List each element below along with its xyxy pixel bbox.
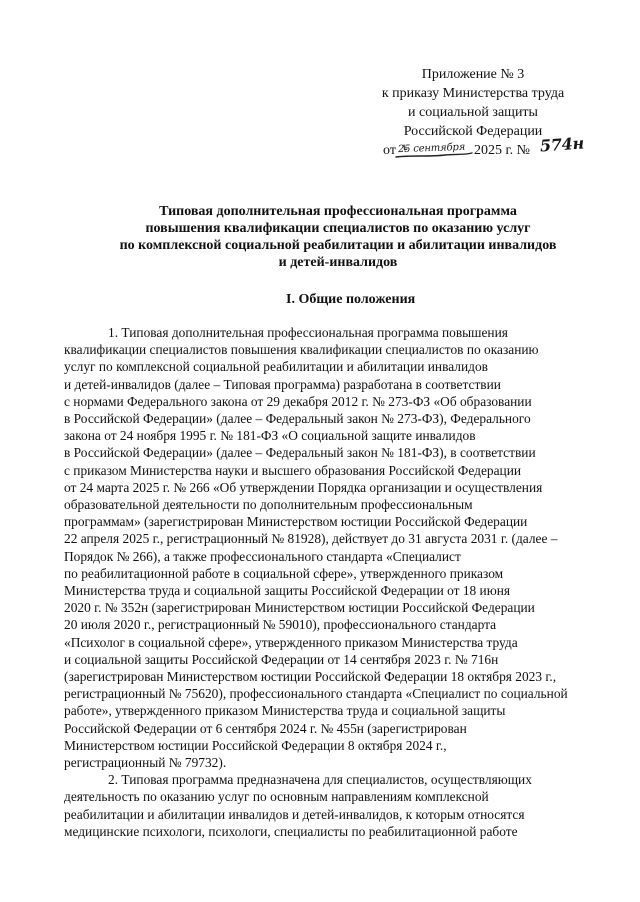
paragraph-1-line-13: 22 апреля 2025 г., регистрационный № 81928), действует до 31 августа 2031 г. (далее – <box>64 531 558 547</box>
paragraph-1-line-5: с нормами Федерального закона от 29 декабря 2012 г. № 273-ФЗ «Об образовании <box>64 393 532 409</box>
appendix-title: Приложение № 3 <box>421 67 525 82</box>
appendix-ministry-line: и социальной защиты <box>408 105 538 120</box>
paragraph-1-line-23: работе», утвержденного приказом Министерства труда и социальной защиты <box>64 703 506 719</box>
document-body <box>64 324 611 840</box>
paragraph-2-line-3: реабилитации и абилитации инвалидов и детей-инвалидов, к которым относятся <box>64 806 525 822</box>
order-year-number-label: 2025 г. № <box>474 143 531 158</box>
paragraph-1-line-6: в Российской Федерации» (далее – Федеральный закон № 273-ФЗ), Федерального <box>64 411 531 427</box>
paragraph-1-line-14: Порядок № 266), а также профессионального стандарта «Специалист <box>64 548 461 564</box>
title-line-2: повышения квалификации специалистов по оказанию услуг <box>145 221 531 236</box>
paragraph-1-line-24: Российской Федерации от 6 сентября 2024 г. № 455н (зарегистрирован <box>64 720 467 736</box>
paragraph-1-line-12: программам» (зарегистрирован Министерством юстиции Российской Федерации <box>64 514 528 530</box>
paragraph-1-line-15: по реабилитационной работе в социальной сфере», утвержденного приказом <box>64 565 504 581</box>
title-line-3: по комплексной социальной реабилитации и абилитации инвалидов <box>119 238 557 253</box>
paragraph-2-line-2: деятельность по оказанию услуг по основным направлениям комплексной <box>64 789 489 805</box>
paragraph-1-line-2: квалификации специалистов повышения квалификации специалистов по оказанию <box>64 342 539 358</box>
paragraph-1-line-10: от 24 марта 2025 г. № 266 «Об утверждении Порядка организации и осуществления <box>64 479 543 495</box>
paragraph-1-line-21: (зарегистрирован Министерством юстиции Российской Федерации 18 октября 2023 г., <box>64 669 557 685</box>
date-prefix: от <box>383 143 396 158</box>
paragraph-1-line-1: 1. Типовая дополнительная профессиональная программа повышения <box>108 325 508 340</box>
paragraph-1-line-4: и детей-инвалидов (далее – Типовая программа) разработана в соответствии <box>64 376 501 392</box>
paragraph-1-line-9: с приказом Министерства науки и высшего образования Российской Федерации <box>64 462 522 478</box>
paragraph-1-line-22: регистрационный № 75620), профессионального стандарта «Специалист по социальной <box>64 686 568 702</box>
appendix-country-line: Российской Федерации <box>403 124 543 139</box>
paragraph-1-line-17: 2020 г. № 352н (зарегистрирован Министерством юстиции Российской Федерации <box>64 600 535 616</box>
paragraph-2-line-4: медицинские психологи, психологи, специалисты по реабилитационной работе <box>64 823 518 839</box>
paragraph-1-line-20: и социальной защиты Российской Федерации от 14 сентября 2023 г. № 716н <box>64 651 499 667</box>
paragraph-1-line-18: 20 июля 2020 г., регистрационный № 59010), профессионального стандарта <box>64 617 497 633</box>
appendix-block <box>358 65 588 160</box>
paragraph-1-line-25: Министерством юстиции Российской Федерации 8 октября 2024 г., <box>64 737 447 753</box>
paragraph-1-line-8: в Российской Федерации» (далее – Федеральный закон № 181-ФЗ), в соответствии <box>64 445 536 461</box>
section-heading: I. Общие положения <box>286 292 416 307</box>
title-line-1: Типовая дополнительная профессиональная программа <box>159 204 517 219</box>
paragraph-1-line-7: закона от 24 ноября 1995 г. № 181-ФЗ «О социальной защите инвалидов <box>64 428 476 444</box>
title-line-4: и детей-инвалидов <box>278 255 398 270</box>
handwritten-order-number: 574н <box>539 133 585 156</box>
order-date-number-line <box>358 133 588 160</box>
appendix-order-line: к приказу Министерства труда <box>381 86 565 101</box>
paragraph-1-line-19: «Психолог в социальной сфере», утвержденного приказом Министерства труда <box>64 634 518 650</box>
paragraph-1-line-26: регистрационный № 79732). <box>64 755 227 771</box>
paragraph-1-line-3: услуг по комплексной социальной реабилитации и абилитации инвалидов <box>64 359 488 375</box>
paragraph-2-line-1: 2. Типовая программа предназначена для специалистов, осуществляющих <box>108 772 532 788</box>
handwritten-date: 25 сентября <box>397 141 466 156</box>
paragraph-1-line-16: Министерства труда и социальной защиты Российской Федерации от 18 июня <box>64 583 511 599</box>
program-title <box>98 203 578 271</box>
paragraph-1-line-11: образовательной деятельности по дополнительным профессиональным <box>64 497 473 513</box>
